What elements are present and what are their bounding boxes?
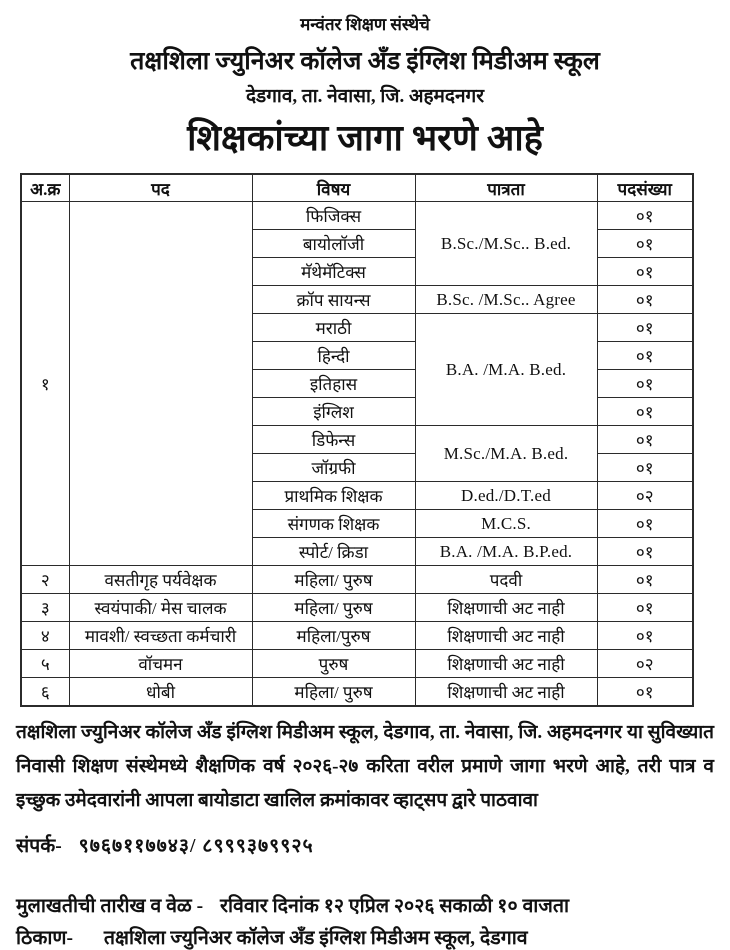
- table-cell: ३: [21, 594, 69, 622]
- table-cell: ०१: [597, 454, 693, 482]
- table-cell: २: [21, 566, 69, 594]
- table-cell: D.ed./D.T.ed: [415, 482, 597, 510]
- table-cell: ०१: [597, 398, 693, 426]
- interview-location-value: तक्षशिला ज्युनिअर कॉलेज अँड इंग्लिश मिडीअम स्कूल, देडगाव: [103, 928, 528, 949]
- column-header-serial: अ.क्र: [21, 174, 69, 202]
- organization-name: मन्वंतर शिक्षण संस्थेचे: [300, 15, 430, 34]
- table-cell: ०१: [597, 230, 693, 258]
- table-cell: पदवी: [415, 566, 597, 594]
- table-cell: १: [21, 202, 69, 566]
- location-label: ठिकाण-: [16, 928, 73, 949]
- table-cell: पुरुष: [252, 650, 415, 678]
- table-cell: डिफेन्स: [252, 426, 415, 454]
- table-cell: वसतीगृह पर्यवेक्षक: [69, 566, 252, 594]
- table-cell: स्वयंपाकी/ मेस चालक: [69, 594, 252, 622]
- table-cell: बायोलॉजी: [252, 230, 415, 258]
- table-cell: ०२: [597, 650, 693, 678]
- table-cell: ०१: [597, 342, 693, 370]
- table-cell: ०२: [597, 482, 693, 510]
- column-header-count: पदसंख्या: [597, 174, 693, 202]
- table-cell: शिक्षणाची अट नाही: [415, 650, 597, 678]
- table-cell: B.A. /M.A. B.ed.: [415, 314, 597, 426]
- table-cell: स्पोर्ट/ क्रिडा: [252, 538, 415, 566]
- table-cell: B.Sc. /M.Sc.. Agree: [415, 286, 597, 314]
- table-cell: जॉग्रफी: [252, 454, 415, 482]
- table-cell: B.Sc./M.Sc.. B.ed.: [415, 202, 597, 286]
- table-cell: इतिहास: [252, 370, 415, 398]
- table-cell: महिला/ पुरुष: [252, 566, 415, 594]
- table-cell: संगणक शिक्षक: [252, 510, 415, 538]
- notice-headline: शिक्षकांच्या जागा भरणे आहे: [187, 118, 543, 158]
- table-cell: ०१: [597, 678, 693, 707]
- table-cell: मराठी: [252, 314, 415, 342]
- table-cell: ०१: [597, 258, 693, 286]
- table-cell: ०१: [597, 314, 693, 342]
- column-header-post: पद: [69, 174, 252, 202]
- table-cell: ०१: [597, 566, 693, 594]
- table-cell: शिक्षणाची अट नाही: [415, 678, 597, 707]
- table-cell: फिजिक्स: [252, 202, 415, 230]
- notice-paragraph: तक्षशिला ज्युनिअर कॉलेज अँड इंग्लिश मिडीअम स्कूल, देडगाव, ता. नेवासा, जि. अहमदनगर या सुविख्यात निवासी शिक्षण संस्थेमध्ये शैक्षणिक वर्ष २०२६-२७ करिता वरील प्रमाणे जागा भरणे आहे, तरी पात्र व इच्छुक उमेदवारांनी आपला बायोडाटा खालिल क्रमांकावर व्हाट्सप द्वारे पाठवावा: [16, 722, 714, 811]
- table-cell: मावशी/ स्वच्छता कर्मचारी: [69, 622, 252, 650]
- table-row: [21, 650, 693, 678]
- contact-line: [16, 834, 714, 860]
- table-row: [21, 678, 693, 707]
- table-cell: B.A. /M.A. B.P.ed.: [415, 538, 597, 566]
- table-cell: ४: [21, 622, 69, 650]
- table-row: [21, 594, 693, 622]
- table-cell: महिला/पुरुष: [252, 622, 415, 650]
- interview-datetime-value: रविवार दिनांक १२ एप्रिल २०२६ सकाळी १० वाजता: [220, 896, 569, 917]
- column-header-subject: विषय: [252, 174, 415, 202]
- table-row: [21, 566, 693, 594]
- table-cell: वॉचमन: [69, 650, 252, 678]
- school-address: देडगाव, ता. नेवासा, जि. अहमदनगर: [245, 86, 485, 107]
- interview-datetime-line: [16, 894, 714, 920]
- table-cell: क्रॉप सायन्स: [252, 286, 415, 314]
- table-cell: ०१: [597, 510, 693, 538]
- interview-label: मुलाखतीची तारीख व वेळ -: [16, 896, 204, 917]
- table-cell: [69, 202, 252, 566]
- contact-phone-numbers: ९७६७११७७४३/ ८९९९३७९९२५: [78, 836, 314, 857]
- vacancy-table-body: [21, 202, 693, 707]
- table-header-row: [21, 174, 693, 202]
- table-cell: प्राथमिक शिक्षक: [252, 482, 415, 510]
- table-cell: मॅथेमॅटिक्स: [252, 258, 415, 286]
- table-cell: ०१: [597, 286, 693, 314]
- table-cell: ०१: [597, 622, 693, 650]
- table-row: [21, 622, 693, 650]
- table-cell: ०१: [597, 370, 693, 398]
- vacancy-table: [20, 173, 694, 707]
- table-cell: ६: [21, 678, 69, 707]
- table-cell: महिला/ पुरुष: [252, 594, 415, 622]
- table-cell: शिक्षणाची अट नाही: [415, 622, 597, 650]
- table-cell: ०१: [597, 594, 693, 622]
- table-cell: धोबी: [69, 678, 252, 707]
- table-cell: ०१: [597, 426, 693, 454]
- interview-location-line: [16, 926, 714, 950]
- column-header-qualification: पात्रता: [415, 174, 597, 202]
- table-cell: M.Sc./M.A. B.ed.: [415, 426, 597, 482]
- table-cell: महिला/ पुरुष: [252, 678, 415, 707]
- table-cell: ०१: [597, 202, 693, 230]
- table-cell: ५: [21, 650, 69, 678]
- document-header: [16, 14, 714, 162]
- table-cell: ०१: [597, 538, 693, 566]
- contact-label: संपर्क-: [16, 836, 62, 857]
- table-cell: M.C.S.: [415, 510, 597, 538]
- school-name: तक्षशिला ज्युनिअर कॉलेज अँड इंग्लिश मिडीअम स्कूल: [130, 48, 600, 75]
- table-cell: शिक्षणाची अट नाही: [415, 594, 597, 622]
- table-cell: इंग्लिश: [252, 398, 415, 426]
- table-row: [21, 202, 693, 230]
- table-cell: हिन्दी: [252, 342, 415, 370]
